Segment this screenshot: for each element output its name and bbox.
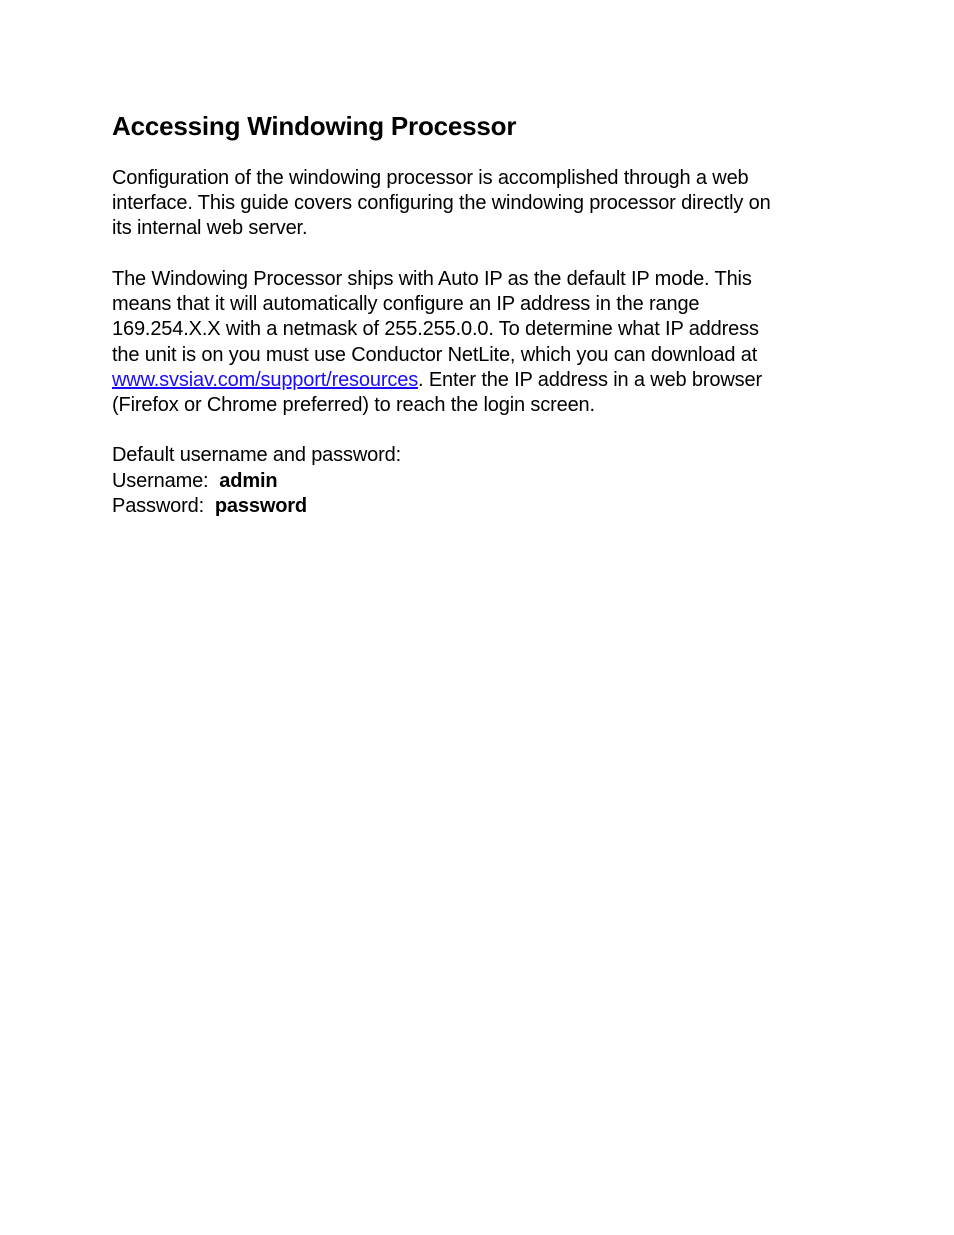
auto-ip-line-5 <box>112 368 842 393</box>
password-value: password <box>214 495 308 518</box>
username-value: admin <box>219 469 278 492</box>
intro-line-2: interface. This guide covers configuring the windowing processor directly on <box>112 192 771 215</box>
username-label: Username: <box>112 469 220 492</box>
auto-ip-paragraph <box>112 267 842 419</box>
resources-link[interactable]: www.svsiav.com/support/resources <box>112 368 419 391</box>
intro-paragraph <box>112 166 842 242</box>
after-link-text: . Enter the IP address in a web browser <box>418 368 763 391</box>
username-line <box>112 469 842 494</box>
intro-line-1: Configuration of the windowing processor is accomplished through a web <box>112 166 749 189</box>
document-page <box>112 110 842 544</box>
auto-ip-line-6: (Firefox or Chrome preferred) to reach the login screen. <box>112 394 595 417</box>
intro-line-3: its internal web server. <box>112 217 308 240</box>
credentials-block <box>112 443 842 519</box>
page-title: Accessing Windowing Processor <box>112 111 517 141</box>
auto-ip-line-1: The Windowing Processor ships with Auto IP as the default IP mode. This <box>112 267 752 290</box>
auto-ip-line-4: the unit is on you must use Conductor NetLite, which you can download at <box>112 343 758 366</box>
auto-ip-line-3: 169.254.X.X with a netmask of 255.255.0.0. To determine what IP address <box>112 318 759 341</box>
password-label: Password: <box>112 495 215 518</box>
credentials-intro: Default username and password: <box>112 444 401 467</box>
password-line <box>112 494 842 519</box>
auto-ip-line-2: means that it will automatically configure an IP address in the range <box>112 292 700 315</box>
